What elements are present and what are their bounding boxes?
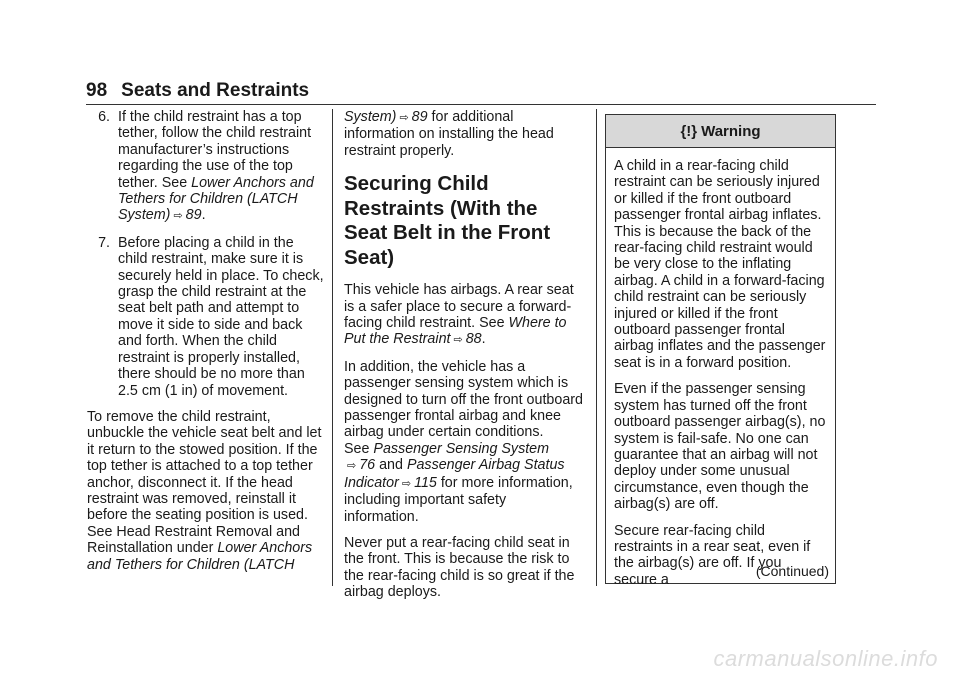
page-reference-icon: ⇨ <box>347 460 357 473</box>
paragraph-2: In addition, the vehicle has a passenger sensing system which is designed to turn off the front outboard passenger frontal airbag and knee airbag under certain conditions. See Passenger Sensing System ⇨ 76 and Passenger Airbag Status Indicator ⇨ 115 for more information, including important safety information. <box>344 358 583 525</box>
step-7 <box>87 235 325 399</box>
paragraph-3: Never put a rear-facing child seat in the front. This is because the risk to the rear-facing child is so great if the airbag deploys. <box>344 534 575 601</box>
warning-paragraph-3: Secure rear-facing child restraints in a rear seat, even if the airbag(s) are off. If you secure a <box>614 522 811 588</box>
warning-paragraph-2: Even if the passenger sensing system has turned off the front outboard passenger airbag(s), no system is fail-safe. No one can guarantee that an airbag will not deploy under some unusual circumstance, even though the airbag(s) are off. <box>614 381 826 513</box>
remove-paragraph: To remove the child restraint, unbuckle the vehicle seat belt and let it return to the stowed position. If the top tether is attached to a top tether anchor, disconnect it. If the head restraint was removed, reinstall it before the seating position is used. See Head Restraint Removal and Reinstallation under Lower Anchors and Tethers for Children (LATCH <box>87 408 322 573</box>
section-title: Seats and Restraints <box>121 80 310 101</box>
page-ref[interactable]: 89 <box>411 109 428 125</box>
page-ref[interactable]: 115 <box>414 474 437 491</box>
page-reference-icon: ⇨ <box>173 210 183 223</box>
warning-paragraph-1: A child in a rear-facing child restraint can be seriously injured or killed if the front outboard passenger frontal airbag inflates. This is because the back of the rear-facing child restraint would be very close to the inflating airbag. A child in a forward-facing child restraint can be seriously injured or killed if the front outboard passenger frontal airbag inflates and the passenger seat is in a forward position. <box>614 158 826 371</box>
cross-ref-link[interactable]: Where to Put the Restraint <box>344 315 567 348</box>
continued-paragraph: System) ⇨ 89 for additional information on installing the head restraint properly. <box>344 109 554 159</box>
page-ref[interactable]: 89 <box>185 207 202 224</box>
warning-icon: {!} <box>680 122 698 140</box>
continued-label: (Continued) <box>755 563 829 579</box>
warning-body <box>606 148 835 588</box>
column-divider <box>332 109 333 586</box>
step-text: Before placing a child in the child restraint, make sure it is securely held in place. To check, grasp the child restraint at the seat belt path and attempt to move it side to side and back and forth. When the child restraint is properly installed, there should be no more than 2.5 cm (1 in) of movement. <box>118 234 324 399</box>
section-heading: Securing Child Restraints (With the Seat Belt in the Front Seat) <box>344 172 551 269</box>
warning-box <box>605 114 836 588</box>
page-reference-icon: ⇨ <box>401 477 412 490</box>
page-reference-icon: ⇨ <box>399 112 409 124</box>
left-column <box>87 109 325 583</box>
page-number: 98 <box>86 80 108 101</box>
cross-ref-link[interactable]: Lower Anchors and Tethers for Children (LATCH <box>87 540 313 573</box>
page-ref[interactable]: 88 <box>465 331 482 348</box>
page-header <box>86 80 309 102</box>
header-rule <box>86 104 876 105</box>
paragraph-1: This vehicle has airbags. A rear seat is a safer place to secure a forward-facing child restraint. See Where to Put the Restraint ⇨ 88. <box>344 282 574 348</box>
page-reference-icon: ⇨ <box>453 334 463 347</box>
cross-ref-link[interactable]: Lower Anchors and Tethers for Children (LATCH System) <box>118 174 314 224</box>
cross-ref-link[interactable]: System) <box>344 109 397 125</box>
page-ref[interactable]: 76 <box>359 457 376 474</box>
cross-ref-link[interactable]: Passenger Airbag Status Indicator <box>344 457 565 491</box>
step-number: 6. <box>98 109 110 125</box>
warning-title: Warning <box>701 122 761 140</box>
step-text: If the child restraint has a top tether, follow the child restraint manufacturer’s instructions regarding the use of the top tether. See Lower Anchors and Tethers for Children (LATCH System) ⇨ 89. <box>118 109 314 224</box>
column-divider <box>596 109 597 586</box>
middle-column <box>344 109 584 611</box>
step-6 <box>87 109 325 225</box>
cross-ref-link[interactable]: Passenger Sensing System <box>373 440 550 457</box>
warning-header <box>606 115 835 148</box>
step-number: 7. <box>98 234 110 251</box>
watermark: carmanualsonline.info <box>713 646 938 671</box>
